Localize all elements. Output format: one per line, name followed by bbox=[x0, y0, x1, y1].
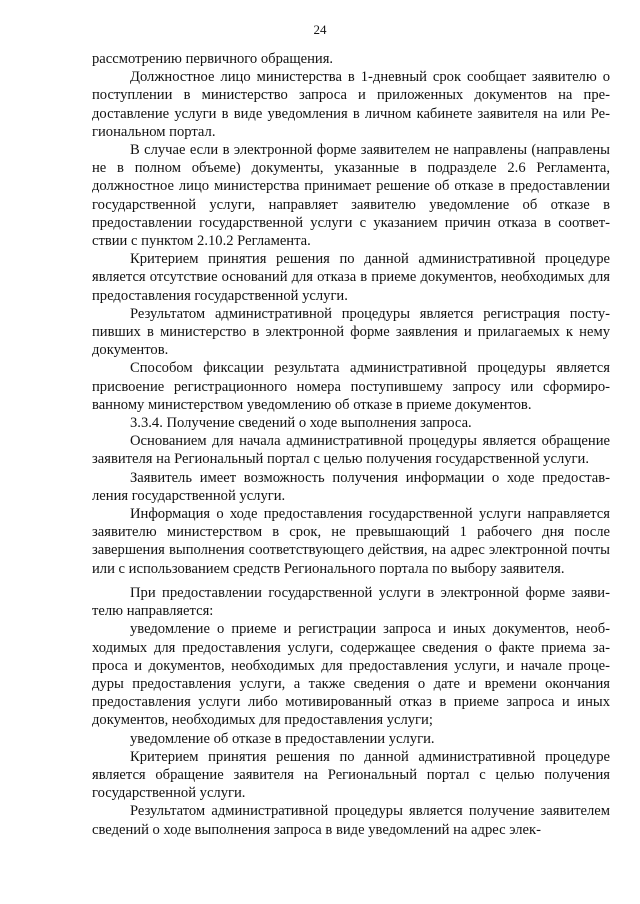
paragraph: Результатом административной процедуры является получение заявителем сведений о ходе выполнения запроса в виде уведомлений на адрес элек- bbox=[92, 803, 610, 838]
paragraph: Критерием принятия решения по данной административной процедуре является обращение заявителя на Региональный портал с целью получения государственной услуги. bbox=[92, 748, 610, 802]
page-number: 24 bbox=[313, 22, 327, 37]
document-body bbox=[92, 50, 610, 839]
paragraph: В случае если в электронной форме заявителем не направлены (направлены не в полном объеме) документы, указанные в подразделе 2.6 Регламента, должностное лицо министерства принимает решение об отказе в предоставлении государственной услуги, направляет заявителю уведомление об отказе в предоставлении государственной услуги с указанием причин отказа в соответствии с пунктом 2.10.2 Регламента. bbox=[92, 142, 610, 250]
section-heading: 3.3.4. Получение сведений о ходе выполнения запроса. bbox=[130, 415, 472, 432]
paragraph: Критерием принятия решения по данной административной процедуре является отсутствие оснований для отказа в приеме документов, необходимых для предоставления государственной услуги. bbox=[92, 251, 610, 304]
paragraph: Заявитель имеет возможность получения информации о ходе предоставления государственной услуги. bbox=[92, 469, 610, 504]
paragraph: Основанием для начала административной процедуры является обращение заявителя на Региональный портал с целью получения государственной услуги. bbox=[92, 433, 610, 468]
paragraph: При предоставлении государственной услуги в электронной форме заявителю направляется: bbox=[92, 584, 610, 620]
paragraph: Должностное лицо министерства в 1-дневный срок сообщает заявителю о поступлении в министерство запроса и приложенных документов на предоставление услуги в виде уведомления в личном кабинете заявителя на или Региональном портал. bbox=[92, 69, 610, 140]
paragraph: Способом фиксации результата административной процедуры является присвоение регистрационного номера поступившему запросу или сформированному министерством уведомлению об отказе в приеме документов. bbox=[92, 360, 610, 413]
paragraph-continuation: рассмотрению первичного обращения. bbox=[92, 51, 334, 67]
list-item: уведомление о приеме и регистрации запроса и иных документов, необходимых для предоставления услуги, содержащее сведения о факте приема запроса и документов, необходимых для предоставления услуги, и начале процедуры предоставления услуги, а также сведения о дате и времени окончания предоставления услуги либо мотивированный отказ в приеме запроса и иных документов, необходимых для предоставления услуги; bbox=[92, 621, 610, 729]
list-item: уведомление об отказе в предоставлении услуги. bbox=[130, 730, 435, 747]
paragraph: Информация о ходе предоставления государственной услуги направляется заявителю министерством в срок, не превышающий 1 рабочего дня после завершения выполнения соответствующего действия, на адрес электронной почты или с использованием средств Регионального портала по выбору заявителя. bbox=[92, 506, 610, 577]
paragraph: Результатом административной процедуры является регистрация поступивших в министерство в электронной форме заявления и прилагаемых к нему документов. bbox=[92, 305, 610, 359]
